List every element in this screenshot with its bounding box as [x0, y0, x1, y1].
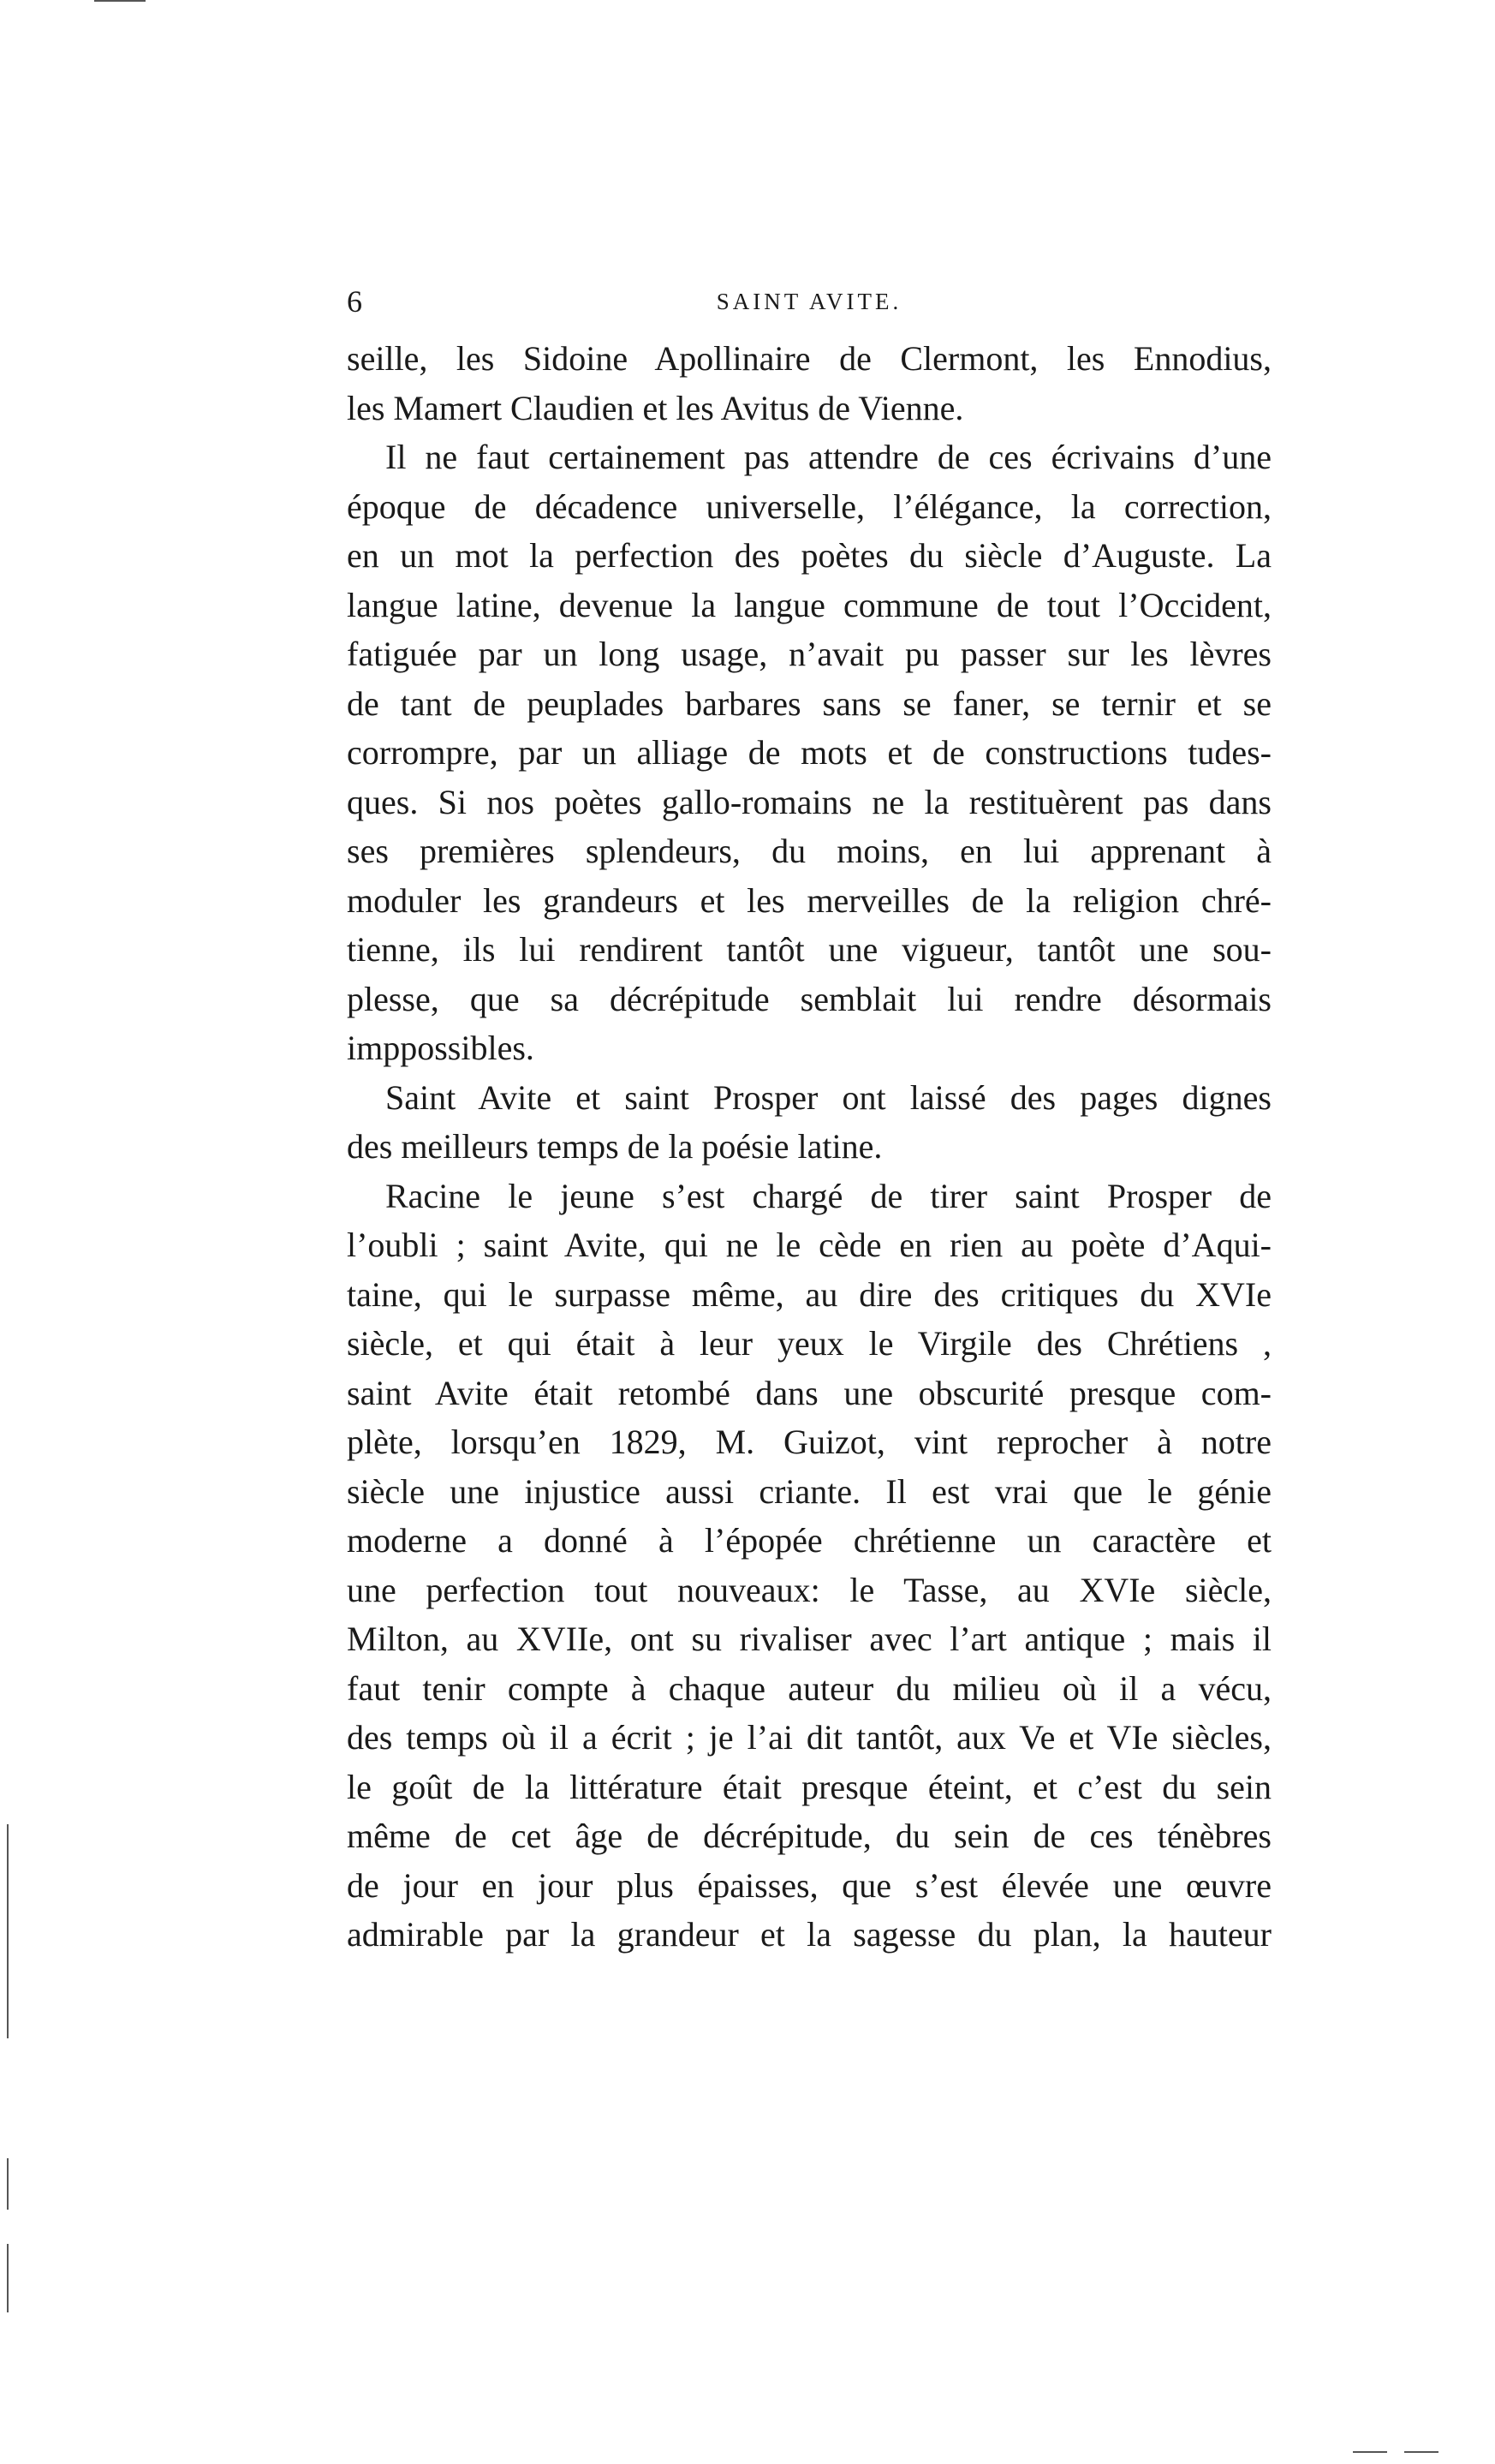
page-header: [347, 280, 1272, 323]
text-line: époque de décadence universelle, l’élégance, la correction,: [347, 486, 1272, 526]
text-line: corrompre, par un alliage de mots et de constructions tudes-: [347, 733, 1272, 772]
body-text: [347, 334, 1272, 1960]
text-line: plesse, que sa décrépitude semblait lui rendre désormais: [347, 979, 1272, 1018]
text-line: imppossibles.: [347, 1029, 534, 1067]
text-line: des temps où il a écrit ; je l’ai dit tantôt, aux Ve et VIe siècles,: [347, 1718, 1272, 1757]
text-line: Milton, au XVIIe, ont su rivaliser avec l’art antique ; mais il: [347, 1620, 1272, 1658]
text-line: en un mot la perfection des poètes du siècle d’Auguste. La: [347, 536, 1272, 575]
text-line: moduler les grandeurs et les merveilles de la religion chré-: [347, 880, 1272, 920]
text-line: faut tenir compte à chaque auteur du milieu où il a vécu,: [347, 1668, 1272, 1708]
text-line: moderne a donné à l’épopée chrétienne un caractère et: [347, 1521, 1272, 1560]
text-line: siècle, et qui était à leur yeux le Virgile des Chrétiens ,: [347, 1324, 1272, 1363]
text-line: Racine le jeune s’est chargé de tirer saint Prosper de: [385, 1176, 1272, 1215]
text-line: langue latine, devenue la langue commune de tout l’Occident,: [347, 585, 1272, 624]
text-line: même de cet âge de décrépitude, du sein de ces ténèbres: [347, 1817, 1272, 1855]
running-head: SAINT AVITE.: [716, 289, 902, 314]
scan-mark: [1404, 2451, 1438, 2453]
text-line: saint Avite était retombé dans une obscurité presque com-: [347, 1373, 1272, 1412]
text-line: siècle une injustice aussi criante. Il est vrai que le génie: [347, 1471, 1272, 1511]
scan-mark: [7, 1824, 9, 2038]
scan-mark: [7, 2158, 9, 2210]
text-line: de tant de peuplades barbares sans se faner, se ternir et se: [347, 683, 1272, 723]
text-line: les Mamert Claudien et les Avitus de Vienne.: [347, 388, 964, 427]
text-line: Il ne faut certainement pas attendre de ces écrivains d’une: [385, 438, 1272, 476]
text-line: fatiguée par un long usage, n’avait pu passer sur les lèvres: [347, 635, 1272, 673]
scan-mark: [7, 2244, 9, 2312]
text-line: des meilleurs temps de la poésie latine.: [347, 1127, 883, 1166]
text-line: admirable par la grandeur et la sagesse du plan, la hauteur: [347, 1915, 1272, 1954]
text-line: l’oubli ; saint Avite, qui ne le cède en rien au poète d’Aqui-: [347, 1226, 1272, 1264]
text-line: taine, qui le surpasse même, au dire des critiques du XVIe: [347, 1274, 1272, 1314]
text-line: de jour en jour plus épaisses, que s’est élevée une œuvre: [347, 1865, 1272, 1905]
text-line: Saint Avite et saint Prosper ont laissé des pages dignes: [385, 1077, 1272, 1117]
text-line: le goût de la littérature était presque éteint, et c’est du sein: [347, 1767, 1272, 1806]
text-line: tienne, ils lui rendirent tantôt une vigueur, tantôt une sou-: [347, 930, 1272, 969]
page-number: 6: [347, 284, 362, 319]
scan-mark: [1353, 2451, 1387, 2453]
scan-mark: [94, 0, 146, 2]
text-line: une perfection tout nouveaux: le Tasse, au XVIe siècle,: [347, 1570, 1272, 1609]
text-line: ques. Si nos poètes gallo-romains ne la restituèrent pas dans: [347, 782, 1272, 821]
text-line: ses premières splendeurs, du moins, en lui apprenant à: [347, 832, 1272, 870]
text-line: seille, les Sidoine Apollinaire de Clermont, les Ennodius,: [347, 339, 1272, 378]
text-line: plète, lorsqu’en 1829, M. Guizot, vint reprocher à notre: [347, 1423, 1272, 1461]
